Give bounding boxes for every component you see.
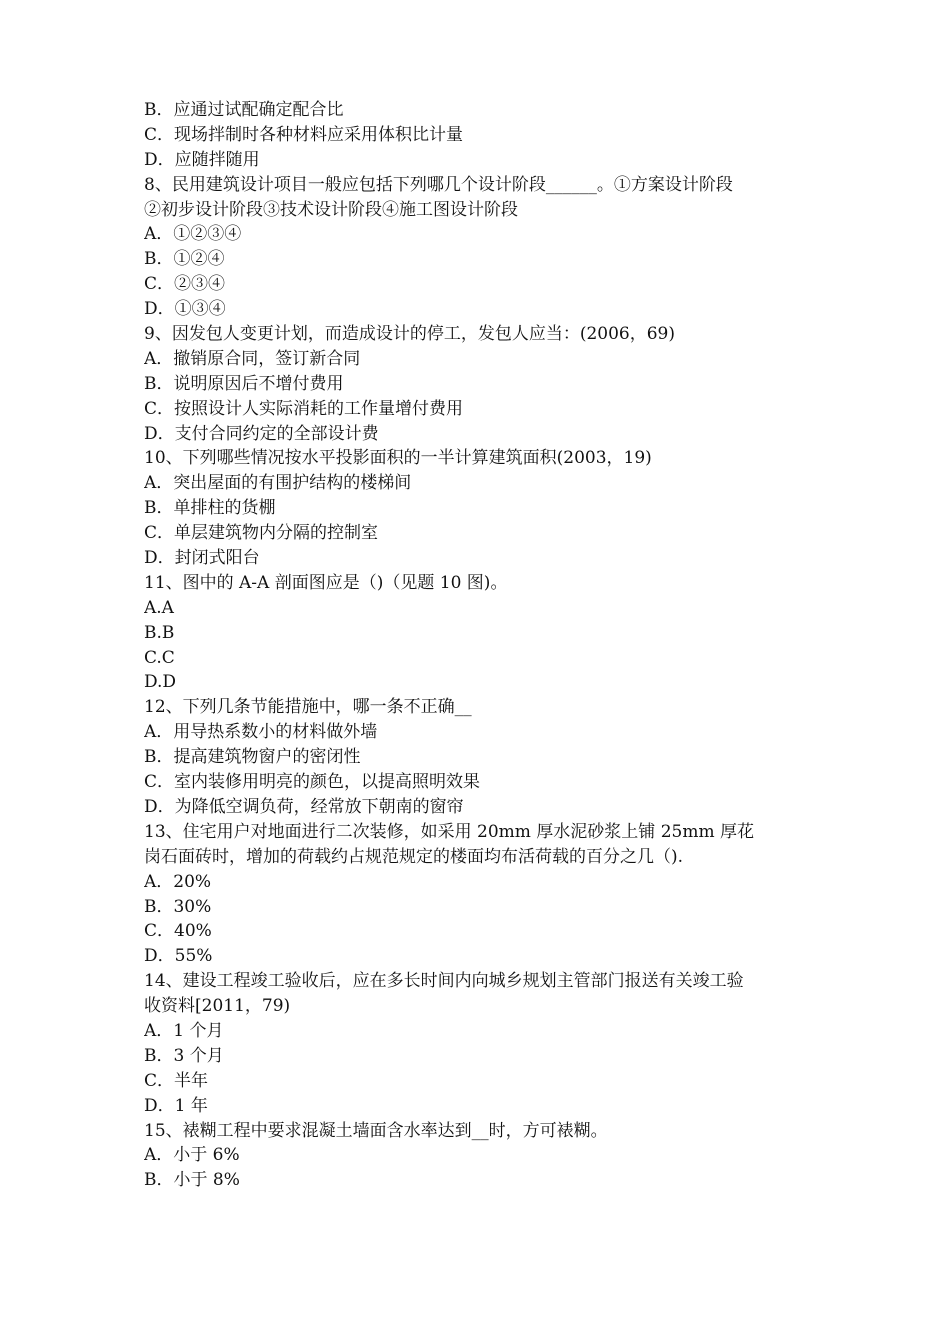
document-body (144, 98, 816, 1193)
text-line: 8、民用建筑设计项目一般应包括下列哪几个设计阶段______。①方案设计阶段 (144, 174, 733, 195)
text-line: D.D (144, 672, 177, 693)
text-line: 岗石面砖时，增加的荷载约占规范规定的楼面均布活荷载的百分之几（). (144, 846, 684, 867)
text-line: C．按照设计人实际消耗的工作量增付费用 (144, 398, 464, 419)
text-line: B．①②④ (144, 249, 225, 270)
text-line: B．说明原因后不增付费用 (144, 373, 344, 394)
text-line: B．提高建筑物窗户的密闭性 (144, 747, 361, 768)
text-line: C.C (144, 647, 175, 668)
text-line: D．支付合同约定的全部设计费 (144, 423, 379, 444)
text-line: B．应通过试配确定配合比 (144, 100, 344, 120)
text-line: D．应随拌随用 (144, 149, 260, 170)
text-line: A．1 个月 (144, 1020, 224, 1041)
text-line: D．1 年 (144, 1095, 208, 1116)
text-line: 收资料[2011，79) (144, 996, 291, 1017)
text-line: 15、裱糊工程中要求混凝土墙面含水率达到__时，方可裱糊。 (144, 1120, 608, 1141)
text-line: 9、因发包人变更计划，而造成设计的停工，发包人应当：(2006，69) (144, 324, 675, 345)
text-line: C．②③④ (144, 274, 226, 295)
text-line: C．半年 (144, 1070, 209, 1091)
text-line: 11、图中的 A-A 剖面图应是（)（见题 10 图)。 (144, 572, 508, 593)
text-line: A.A (144, 597, 174, 618)
text-line: A．20% (144, 871, 212, 892)
text-line: D．①③④ (144, 299, 226, 320)
text-line: B.B (144, 622, 175, 643)
text-line: C．40% (144, 921, 212, 942)
text-line: B．单排柱的货棚 (144, 498, 276, 519)
text-line: 13、住宅用户对地面进行二次装修，如采用 20mm 厚水泥砂浆上铺 25mm 厚花 (144, 821, 754, 842)
text-line: 14、建设工程竣工验收后，应在多长时间内向城乡规划主管部门报送有关竣工验 (144, 971, 744, 992)
text-line: A．小于 6% (144, 1145, 240, 1166)
text-line: C．单层建筑物内分隔的控制室 (144, 523, 379, 544)
text-line: A．用导热系数小的材料做外墙 (144, 722, 378, 743)
text-line: A．突出屋面的有围护结构的楼梯间 (144, 473, 412, 494)
text-line: ②初步设计阶段③技术设计阶段④施工图设计阶段 (144, 199, 518, 220)
text-line: C．现场拌制时各种材料应采用体积比计量 (144, 124, 464, 145)
text-line: 12、下列几条节能措施中，哪一条不正确__ (144, 697, 472, 718)
text-line: B．3 个月 (144, 1045, 224, 1066)
text-line: B．30% (144, 896, 212, 917)
text-line: D．为降低空调负荷，经常放下朝南的窗帘 (144, 796, 464, 817)
text-line: D．封闭式阳台 (144, 548, 260, 569)
text-line: A．①②③④ (144, 224, 242, 245)
text-line: C．室内装修用明亮的颜色，以提高照明效果 (144, 772, 481, 793)
text-line: 10、下列哪些情况按水平投影面积的一半计算建筑面积(2003，19) (144, 448, 652, 469)
text-line: A．撤销原合同，签订新合同 (144, 348, 361, 369)
text-line: D．55% (144, 946, 213, 967)
text-line: B．小于 8% (144, 1170, 240, 1191)
